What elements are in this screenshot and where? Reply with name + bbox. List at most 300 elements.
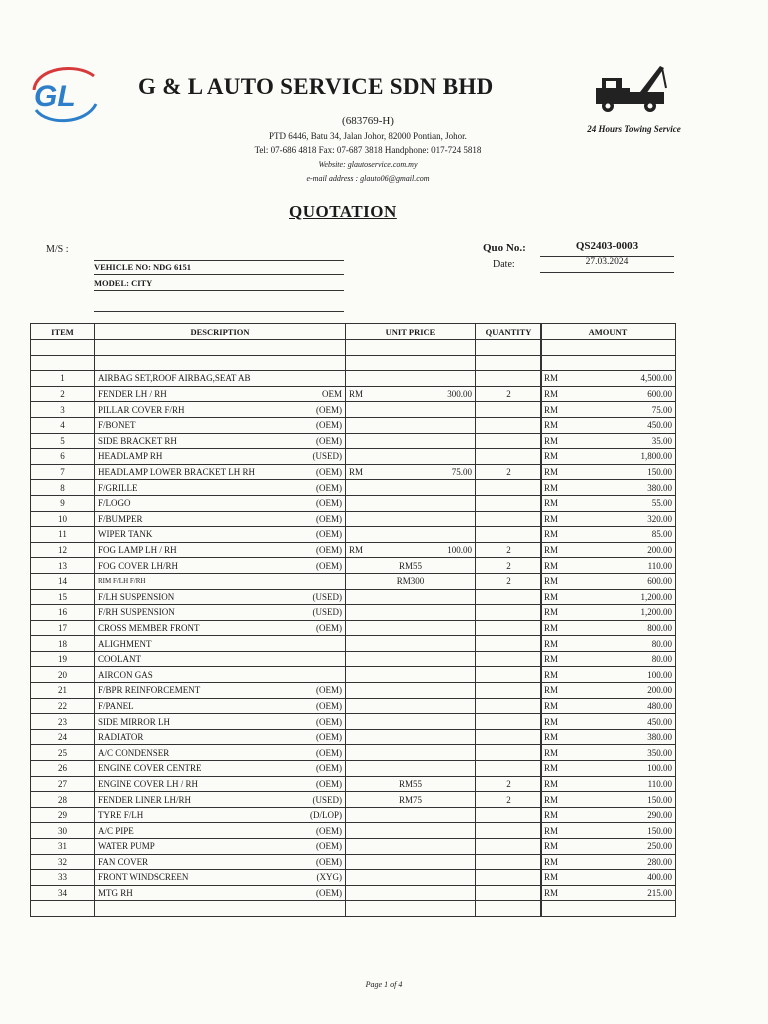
document-title: QUOTATION — [289, 202, 397, 221]
amount-currency: RM — [544, 498, 559, 509]
item-quantity — [476, 371, 542, 387]
amount-row — [541, 839, 676, 855]
item-amount: 200.00 — [647, 545, 672, 556]
table-row-blank — [31, 901, 542, 917]
unit-price-cell — [346, 464, 476, 480]
item-description-cell — [95, 527, 346, 543]
quo-no-label: Quo No.: — [483, 242, 526, 254]
logo-text: GL — [34, 80, 76, 113]
item-amount: 290.00 — [647, 810, 672, 821]
item-amount: 100.00 — [647, 669, 672, 680]
item-amount: 450.00 — [647, 716, 672, 727]
ms-line — [94, 246, 344, 261]
towing-service-text: 24 Hours Towing Service — [587, 124, 681, 134]
table-row — [31, 823, 542, 839]
item-quantity: 2 — [476, 558, 542, 574]
amount-currency: RM — [544, 732, 559, 743]
item-description: HEADLAMP LOWER BRACKET LH RH — [98, 467, 255, 478]
amount-row — [541, 792, 676, 808]
item-quantity — [476, 433, 542, 449]
amount-currency: RM — [544, 747, 559, 758]
unit-price-cell — [346, 854, 476, 870]
item-description-cell — [95, 667, 346, 683]
item-description: A/C PIPE — [98, 825, 134, 836]
table-row — [31, 745, 542, 761]
item-description-cell — [95, 480, 346, 496]
amount-currency: RM — [544, 685, 559, 696]
item-description: MTG RH — [98, 888, 133, 899]
item-quantity — [476, 761, 542, 777]
unit-price-cell — [346, 573, 476, 589]
amount-row — [541, 573, 676, 589]
blank-line — [94, 297, 344, 312]
item-number: 17 — [31, 620, 95, 636]
item-part-type: (USED) — [312, 794, 342, 805]
table-row — [31, 495, 542, 511]
item-quantity — [476, 651, 542, 667]
vehicle-number: VEHICLE NO: NDG 6151 — [94, 260, 344, 275]
table-row — [31, 511, 542, 527]
price-currency: RM — [349, 545, 364, 556]
amount-currency: RM — [544, 607, 559, 618]
item-quantity — [476, 417, 542, 433]
table-row — [31, 589, 542, 605]
item-description-cell — [95, 761, 346, 777]
amount-currency: RM — [544, 778, 559, 789]
item-amount: 110.00 — [647, 778, 672, 789]
item-number: 28 — [31, 792, 95, 808]
unit-price: 100.00 — [447, 545, 472, 556]
item-description-cell — [95, 729, 346, 745]
item-number: 4 — [31, 417, 95, 433]
item-amount: 35.00 — [651, 435, 672, 446]
unit-price-cell — [346, 667, 476, 683]
ms-label: M/S : — [46, 244, 69, 255]
item-quantity: 2 — [476, 573, 542, 589]
item-description-cell — [95, 870, 346, 886]
item-part-type: (OEM) — [316, 716, 342, 727]
item-description: RIM F/LH F/RH — [98, 577, 146, 586]
item-number: 26 — [31, 761, 95, 777]
amount-row — [541, 651, 676, 667]
item-number: 10 — [31, 511, 95, 527]
item-number: 25 — [31, 745, 95, 761]
item-number: 19 — [31, 651, 95, 667]
amount-row — [541, 464, 676, 480]
registration-number: (683769-H) — [342, 115, 394, 127]
item-description-cell — [95, 464, 346, 480]
item-description-cell — [95, 511, 346, 527]
item-number: 8 — [31, 480, 95, 496]
item-number: 33 — [31, 870, 95, 886]
amount-row — [541, 589, 676, 605]
item-amount: 85.00 — [651, 529, 672, 540]
table-row — [31, 573, 542, 589]
unit-price-cell — [346, 589, 476, 605]
unit-price-cell — [346, 558, 476, 574]
amount-row — [541, 870, 676, 886]
item-number: 14 — [31, 573, 95, 589]
item-quantity — [476, 745, 542, 761]
item-part-type: (D/LOP) — [310, 810, 342, 821]
unit-price: RM75 — [398, 794, 422, 805]
amount-currency: RM — [544, 576, 559, 587]
company-details — [180, 114, 556, 187]
amount-row — [541, 776, 676, 792]
item-number: 2 — [31, 386, 95, 402]
col-unit-price-header: UNIT PRICE — [346, 324, 476, 340]
item-quantity — [476, 683, 542, 699]
item-quantity — [476, 698, 542, 714]
item-description: WIPER TANK — [98, 529, 153, 540]
item-part-type: (OEM) — [316, 685, 342, 696]
item-description: WATER PUMP — [98, 841, 155, 852]
amount-row — [541, 402, 676, 418]
amount-currency: RM — [544, 872, 559, 883]
unit-price-cell — [346, 371, 476, 387]
amount-currency: RM — [544, 404, 559, 415]
item-description-cell — [95, 542, 346, 558]
date-value: 27.03.2024 — [540, 257, 674, 273]
item-description: F/LOGO — [98, 498, 131, 509]
item-amount: 55.00 — [651, 498, 672, 509]
item-description: F/RH SUSPENSION — [98, 607, 175, 618]
amount-currency: RM — [544, 654, 559, 665]
table-row — [31, 683, 542, 699]
table-row — [31, 761, 542, 777]
unit-price-cell — [346, 729, 476, 745]
table-row — [31, 729, 542, 745]
item-part-type: (OEM) — [316, 513, 342, 524]
amount-row — [541, 636, 676, 652]
item-part-type: (OEM) — [316, 404, 342, 415]
item-description-cell — [95, 776, 346, 792]
item-description: ALIGHMENT — [98, 638, 152, 649]
date-label: Date: — [493, 259, 515, 270]
item-part-type: (OEM) — [316, 498, 342, 509]
item-description: SIDE MIRROR LH — [98, 716, 171, 727]
unit-price-cell — [346, 745, 476, 761]
item-amount: 480.00 — [647, 700, 672, 711]
amount-currency: RM — [544, 841, 559, 852]
item-description: HEADLAMP RH — [98, 451, 163, 462]
item-part-type: (OEM) — [316, 467, 342, 478]
item-description: AIRCON GAS — [98, 669, 153, 680]
table-row — [31, 651, 542, 667]
table-row — [31, 636, 542, 652]
item-amount: 80.00 — [651, 638, 672, 649]
item-description-cell — [95, 371, 346, 387]
amount-row — [541, 495, 676, 511]
amount-currency: RM — [544, 591, 559, 602]
item-quantity — [476, 854, 542, 870]
item-part-type: (USED) — [312, 607, 342, 618]
item-quantity — [476, 402, 542, 418]
item-number: 11 — [31, 527, 95, 543]
item-amount: 150.00 — [647, 467, 672, 478]
item-description: FAN COVER — [98, 856, 149, 867]
amount-row — [541, 449, 676, 465]
item-amount: 110.00 — [647, 560, 672, 571]
amount-currency: RM — [544, 545, 559, 556]
item-part-type: OEM — [322, 389, 342, 400]
unit-price-cell — [346, 839, 476, 855]
item-amount: 320.00 — [647, 513, 672, 524]
amount-row — [541, 761, 676, 777]
unit-price-cell — [346, 527, 476, 543]
item-number: 31 — [31, 839, 95, 855]
table-row — [31, 698, 542, 714]
table-header-row — [31, 324, 542, 340]
table-row — [31, 776, 542, 792]
unit-price-cell — [346, 792, 476, 808]
table-row — [31, 885, 542, 901]
item-part-type: (OEM) — [316, 529, 342, 540]
amount-row-blank — [541, 901, 676, 917]
item-description-cell — [95, 683, 346, 699]
table-row — [31, 527, 542, 543]
item-description: TYRE F/LH — [98, 810, 144, 821]
unit-price: RM55 — [398, 778, 422, 789]
amount-row — [541, 698, 676, 714]
unit-price-cell — [346, 386, 476, 402]
item-description: SIDE BRACKET RH — [98, 435, 177, 446]
item-amount: 1,800.00 — [640, 451, 672, 462]
col-description-header: DESCRIPTION — [95, 324, 346, 340]
col-item-header: ITEM — [31, 324, 95, 340]
item-description-cell — [95, 885, 346, 901]
amount-row-blank — [541, 340, 676, 356]
item-quantity — [476, 636, 542, 652]
unit-price-cell — [346, 636, 476, 652]
amount-header-row — [541, 324, 676, 340]
item-part-type: (OEM) — [316, 420, 342, 431]
item-description: FRONT WINDSCREEN — [98, 872, 189, 883]
item-number: 34 — [31, 885, 95, 901]
table-row — [31, 449, 542, 465]
item-amount: 800.00 — [647, 622, 672, 633]
table-row — [31, 386, 542, 402]
amount-row — [541, 433, 676, 449]
item-quantity — [476, 495, 542, 511]
item-amount: 1,200.00 — [640, 607, 672, 618]
item-description: F/PANEL — [98, 700, 134, 711]
item-quantity — [476, 589, 542, 605]
item-amount: 250.00 — [647, 841, 672, 852]
table-row — [31, 620, 542, 636]
item-part-type: (OEM) — [316, 560, 342, 571]
unit-price: 300.00 — [447, 389, 472, 400]
table-row — [31, 417, 542, 433]
unit-price-cell — [346, 823, 476, 839]
item-part-type: (OEM) — [316, 700, 342, 711]
amount-currency: RM — [544, 622, 559, 633]
amount-currency: RM — [544, 451, 559, 462]
amount-row — [541, 745, 676, 761]
amount-currency: RM — [544, 529, 559, 540]
item-quantity — [476, 807, 542, 823]
price-currency: RM — [349, 389, 364, 400]
item-description-cell — [95, 745, 346, 761]
tow-truck-icon — [590, 58, 675, 118]
item-quantity — [476, 885, 542, 901]
company-website: Website: glautoservice.com.my — [318, 159, 418, 169]
unit-price: RM300 — [396, 576, 425, 587]
item-amount: 4,500.00 — [640, 373, 672, 384]
item-amount: 80.00 — [651, 654, 672, 665]
company-name: G & L AUTO SERVICE SDN BHD — [138, 74, 494, 99]
amount-row — [541, 386, 676, 402]
unit-price: 75.00 — [451, 467, 472, 478]
item-quantity — [476, 870, 542, 886]
item-part-type: (OEM) — [316, 622, 342, 633]
item-part-type: (OEM) — [316, 732, 342, 743]
item-part-type: (OEM) — [316, 435, 342, 446]
item-amount: 380.00 — [647, 732, 672, 743]
item-description-cell — [95, 433, 346, 449]
unit-price-cell — [346, 542, 476, 558]
item-description-cell — [95, 386, 346, 402]
amount-currency: RM — [544, 856, 559, 867]
item-amount: 1,200.00 — [640, 591, 672, 602]
item-amount: 350.00 — [647, 747, 672, 758]
amount-row — [541, 480, 676, 496]
item-quantity — [476, 729, 542, 745]
item-number: 9 — [31, 495, 95, 511]
company-email: e-mail address : glauto06@gmail.com — [306, 174, 430, 183]
amount-currency: RM — [544, 513, 559, 524]
unit-price-cell — [346, 776, 476, 792]
item-quantity — [476, 714, 542, 730]
item-description: AIRBAG SET,ROOF AIRBAG,SEAT AB — [98, 373, 251, 384]
unit-price-cell — [346, 511, 476, 527]
table-row — [31, 433, 542, 449]
amount-row — [541, 714, 676, 730]
item-description-cell — [95, 839, 346, 855]
table-row — [31, 839, 542, 855]
item-description-cell — [95, 558, 346, 574]
amount-currency: RM — [544, 888, 559, 899]
item-description: ENGINE COVER CENTRE — [98, 763, 202, 774]
item-quantity — [476, 527, 542, 543]
item-number: 27 — [31, 776, 95, 792]
item-description-cell — [95, 417, 346, 433]
unit-price-cell — [346, 885, 476, 901]
item-number: 30 — [31, 823, 95, 839]
amount-row — [541, 558, 676, 574]
item-number: 23 — [31, 714, 95, 730]
item-part-type: (OEM) — [316, 545, 342, 556]
amount-row — [541, 667, 676, 683]
item-description-cell — [95, 823, 346, 839]
item-quantity — [476, 511, 542, 527]
amount-row — [541, 527, 676, 543]
vehicle-model: MODEL: CITY — [94, 276, 344, 291]
amount-currency: RM — [544, 825, 559, 836]
item-number: 1 — [31, 371, 95, 387]
item-description-cell — [95, 792, 346, 808]
item-part-type: (OEM) — [316, 856, 342, 867]
item-description-cell — [95, 605, 346, 621]
amount-row-blank — [541, 355, 676, 371]
table-row-blank — [31, 355, 542, 371]
amount-row — [541, 823, 676, 839]
table-row — [31, 371, 542, 387]
table-row — [31, 870, 542, 886]
item-description-cell — [95, 620, 346, 636]
amount-row — [541, 417, 676, 433]
amount-row — [541, 511, 676, 527]
company-contact: Tel: 07-686 4818 Fax: 07-687 3818 Handphone: 017-724 5818 — [254, 145, 482, 155]
item-part-type: (XYG) — [316, 872, 342, 883]
item-description-cell — [95, 589, 346, 605]
item-quantity — [476, 839, 542, 855]
table-row — [31, 605, 542, 621]
item-quantity: 2 — [476, 464, 542, 480]
item-number: 5 — [31, 433, 95, 449]
item-amount: 100.00 — [647, 763, 672, 774]
item-quantity: 2 — [476, 542, 542, 558]
item-description: COOLANT — [98, 654, 141, 665]
item-part-type: (USED) — [312, 451, 342, 462]
amount-currency: RM — [544, 373, 559, 384]
unit-price-cell — [346, 433, 476, 449]
item-amount: 150.00 — [647, 825, 672, 836]
item-description-cell — [95, 402, 346, 418]
item-part-type: (OEM) — [316, 825, 342, 836]
item-amount: 450.00 — [647, 420, 672, 431]
item-part-type: (OEM) — [316, 482, 342, 493]
amount-currency: RM — [544, 560, 559, 571]
table-row — [31, 542, 542, 558]
amount-currency: RM — [544, 763, 559, 774]
item-number: 15 — [31, 589, 95, 605]
item-amount: 600.00 — [647, 389, 672, 400]
item-quantity — [476, 605, 542, 621]
amount-currency: RM — [544, 638, 559, 649]
amount-currency: RM — [544, 669, 559, 680]
quo-no-value: QS2403-0003 — [540, 240, 674, 257]
item-description: F/BONET — [98, 420, 136, 431]
unit-price-cell — [346, 605, 476, 621]
item-quantity — [476, 449, 542, 465]
item-description-cell — [95, 573, 346, 589]
item-amount: 75.00 — [651, 404, 672, 415]
item-number: 21 — [31, 683, 95, 699]
amount-row — [541, 371, 676, 387]
amount-currency: RM — [544, 794, 559, 805]
item-description: FOG COVER LH/RH — [98, 560, 179, 571]
unit-price-cell — [346, 449, 476, 465]
table-row-blank — [31, 340, 542, 356]
amount-row — [541, 854, 676, 870]
unit-price-cell — [346, 698, 476, 714]
unit-price-cell — [346, 495, 476, 511]
item-description: ENGINE COVER LH / RH — [98, 778, 198, 789]
item-quantity — [476, 620, 542, 636]
item-quantity — [476, 823, 542, 839]
item-number: 13 — [31, 558, 95, 574]
item-part-type: (OEM) — [316, 763, 342, 774]
item-quantity: 2 — [476, 386, 542, 402]
item-part-type: (USED) — [312, 591, 342, 602]
item-part-type: (OEM) — [316, 778, 342, 789]
amount-row — [541, 807, 676, 823]
item-number: 7 — [31, 464, 95, 480]
item-description-cell — [95, 636, 346, 652]
unit-price-cell — [346, 480, 476, 496]
table-row — [31, 792, 542, 808]
